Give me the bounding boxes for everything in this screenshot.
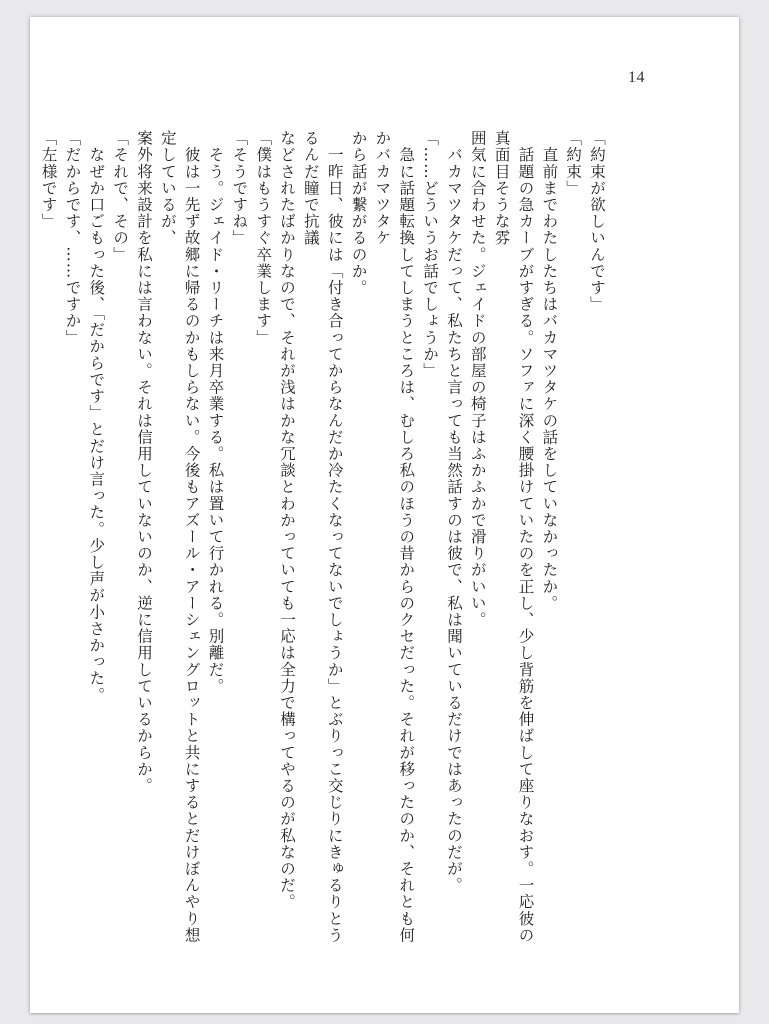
text-line: 「そうですね」	[230, 130, 249, 247]
text-line: 「左様です」	[39, 130, 58, 230]
vertical-body-text	[36, 130, 608, 950]
text-line: 「約束」	[564, 130, 583, 197]
page-number: 14	[628, 69, 645, 86]
text-line: などされたばかりなので、それが浅はかな冗談とわかっていても一応は全力で構ってやるのが私なのだ。	[278, 130, 297, 911]
text-line: 直前までわたしたちはバカマツタケの話をしていなかったか。	[540, 130, 559, 612]
text-line: 「……どういうお話でしょうか」	[421, 130, 440, 379]
text-line: 囲気に合わせた。ジェイドの部屋の椅子はふかふかで滑りがいい。	[468, 130, 487, 628]
text-line: 「約束が欲しいんです」	[588, 130, 606, 313]
text-line: 「だからです、……ですか」	[63, 130, 82, 346]
text-line: 話題の急カーブがすぎる。ソファに深く腰掛けていたのを正し、少し背筋を伸ばして座りなおす。一応彼の真面目そうな雰	[492, 130, 535, 944]
text-line: そう。ジェイド・リーチは来月卒業する。私は置いて行かれる。別離だ。	[206, 130, 225, 695]
text-line: 急に話題転換してしまうところは、むしろ私のほうの昔からのクセだった。それが移ったのか、それとも何かバカマツタケ	[373, 130, 416, 944]
book-page	[30, 17, 739, 1013]
text-line: 「それで、その」	[111, 130, 130, 263]
text-line: バカマツタケだって、私たちと言っても当然話すのは彼で、私は聞いているだけではあったのだが。	[444, 130, 463, 894]
text-line: 彼は一先ず故郷に帰るのかもしらない。今後もアズール・アーシェングロットと共にするとだけぼんやり想定しているが、	[158, 130, 201, 944]
text-line: から話が繋がるのか。	[349, 130, 368, 296]
text-line: 一昨日、彼には「付き合ってからなんだか冷たくなってないでしょうか」とぶりっこ交じりにきゅるりとうるんだ瞳で抗議	[301, 130, 344, 944]
text-line: 案外将来設計を私には言わない。それは信用していないのか、逆に信用しているからか。	[134, 130, 153, 794]
text-line: なぜか口ごもった後、「だからです」とだけ言った。少し声が小さかった。	[87, 130, 106, 704]
text-line: 「僕はもうすぐ卒業します」	[254, 130, 273, 346]
